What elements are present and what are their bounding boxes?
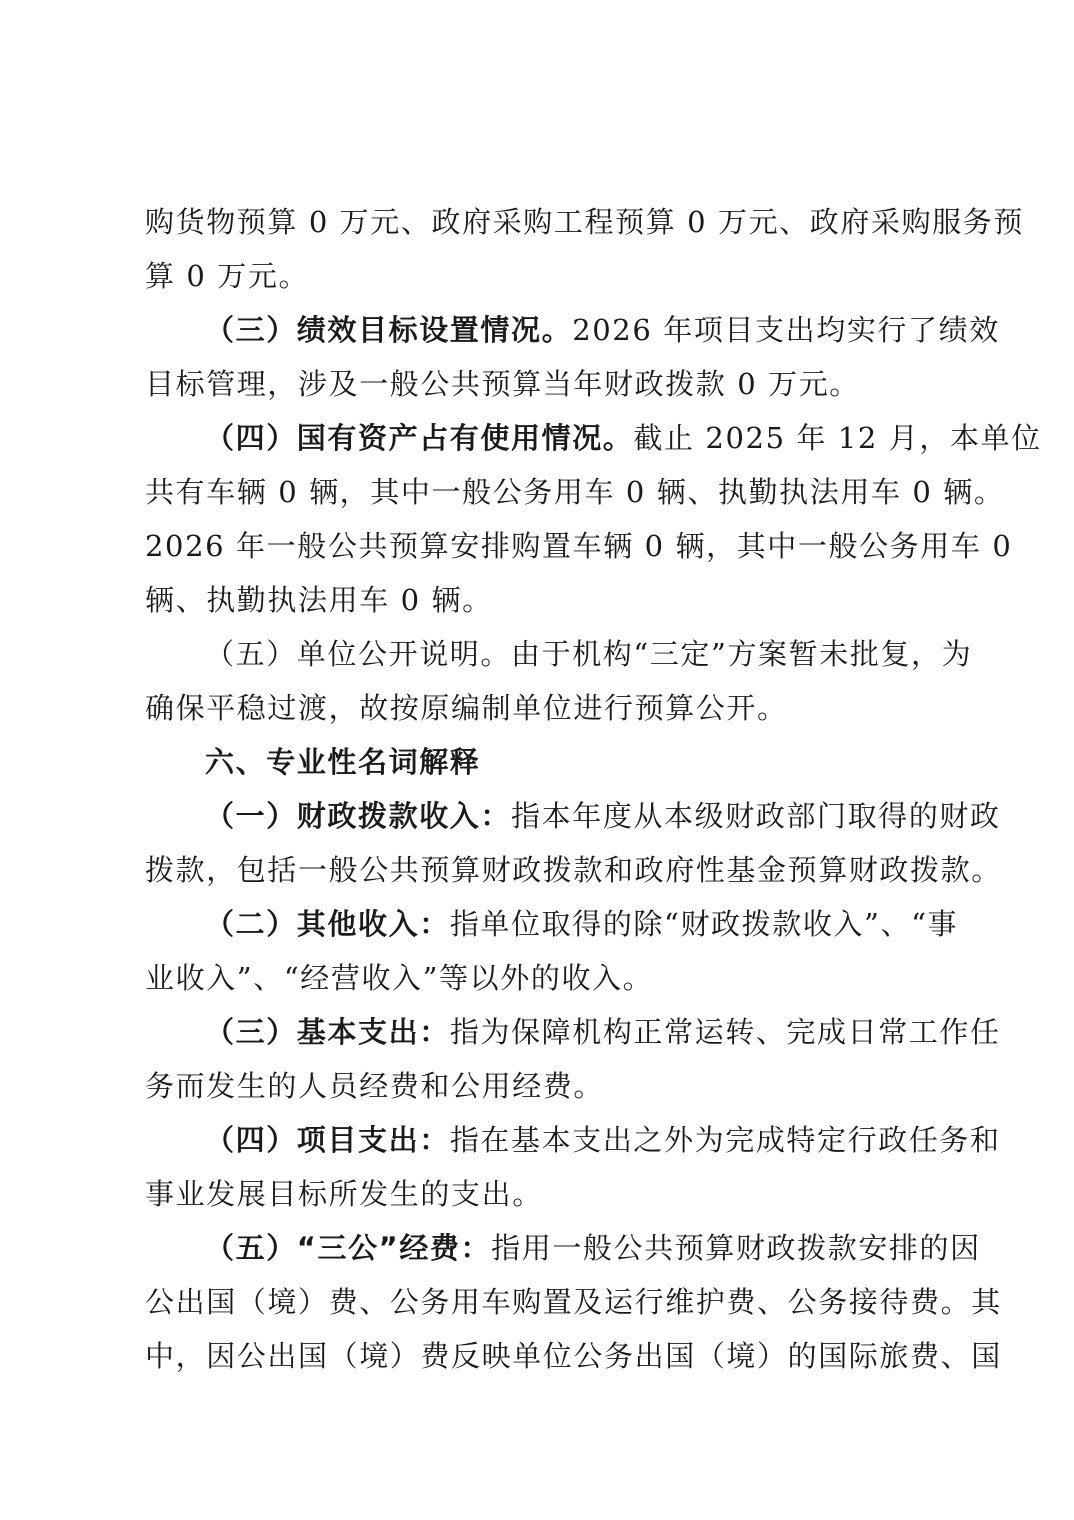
text-line: 截止 2025 年 12 月，本单位 [633,421,1042,455]
text-line: （五）单位公开说明。由于机构“三定”方案暂未批复，为 [205,637,973,671]
text-line: 指单位取得的除“财政拨款收入”、“事 [449,907,959,941]
text-line: 确保平稳过渡，故按原编制单位进行预算公开。 [145,691,788,725]
text-line: 算 0 万元。 [145,259,310,293]
term-label: （一）财政拨款收入： [205,799,512,833]
term-label: （二）其他收入： [205,907,450,941]
text-line: 指为保障机构正常运转、完成日常工作任 [449,1015,1001,1049]
paragraph-label: （四）国有资产占有使用情况。 [205,421,634,455]
term-other-income [145,897,959,1005]
text-line: 辆、执勤执法用车 0 辆。 [145,583,493,617]
text-line: 目标管理，涉及一般公共预算当年财政拨款 0 万元。 [145,367,860,401]
paragraph-procurement-budget [145,195,1024,303]
term-basic-expenditure [145,1005,1001,1113]
term-label: （五）“三公”经费： [205,1231,492,1265]
text-line: 2026 年项目支出均实行了绩效 [572,313,1000,347]
text-line: 2026 年一般公共预算安排购置车辆 0 辆，其中一般公务用车 0 [145,529,1013,563]
text-line: 中，因公出国（境）费反映单位公务出国（境）的国际旅费、国 [145,1339,1002,1373]
text-line: 公出国（境）费、公务用车购置及运行维护费、公务接待费。其 [145,1285,1002,1319]
text-line: 指在基本支出之外为完成特定行政任务和 [449,1123,1001,1157]
paragraph-performance-targets [145,303,1000,411]
text-line: 指本年度从本级财政部门取得的财政 [511,799,1001,833]
term-project-expenditure [145,1113,1001,1221]
text-line: 事业发展目标所发生的支出。 [145,1177,543,1211]
text-line: 指用一般公共预算财政拨款安排的因 [491,1231,981,1265]
term-fiscal-appropriation-income [145,789,1002,897]
text-line: 共有车辆 0 辆，其中一般公务用车 0 辆、执勤执法用车 0 辆。 [145,475,1005,509]
term-label: （三）基本支出： [205,1015,450,1049]
text-line: 购货物预算 0 万元、政府采购工程预算 0 万元、政府采购服务预 [145,205,1024,239]
paragraph-label: （三）绩效目标设置情况。 [205,313,573,347]
term-label: （四）项目支出： [205,1123,450,1157]
paragraph-unit-disclosure [145,627,973,735]
text-line: 业收入”、“经营收入”等以外的收入。 [145,961,654,995]
document-page [145,195,1042,1383]
paragraph-state-assets [145,411,1042,627]
term-three-public-expenses [145,1221,1002,1383]
text-line: 拨款，包括一般公共预算财政拨款和政府性基金预算财政拨款。 [145,853,1002,887]
section-heading: 六、专业性名词解释 [205,745,481,779]
text-line: 务而发生的人员经费和公用经费。 [145,1069,605,1103]
